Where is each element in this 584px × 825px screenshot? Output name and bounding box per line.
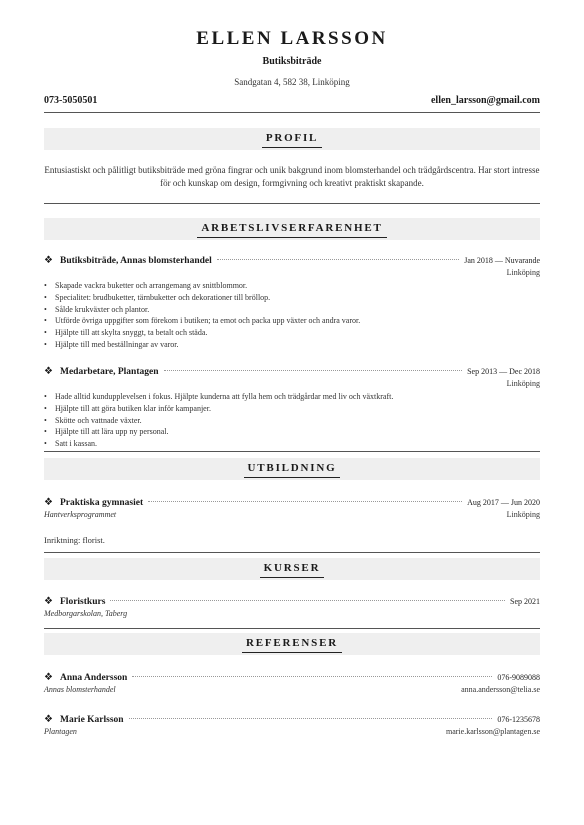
list-item: • Skapade vackra buketter och arrangemang av snittblommor. bbox=[44, 280, 540, 292]
entry-location: Linköping bbox=[506, 268, 540, 277]
list-item: • Hjälpte till att göra butiken klar inför kampanjer. bbox=[44, 403, 540, 415]
entry-location: Linköping bbox=[506, 379, 540, 388]
entry-title: Medarbetare, Plantagen bbox=[60, 367, 159, 377]
bullet-list bbox=[44, 391, 540, 450]
section-title: PROFIL bbox=[262, 129, 322, 148]
list-item: • Specialitet: brudbuketter, tärnbuketter och dekorationer till bröllop. bbox=[44, 292, 540, 304]
entry-organization: Hantverksprogrammet bbox=[44, 510, 117, 519]
diamond-cluster-icon: ❖ bbox=[44, 366, 53, 377]
profile-summary: Entusiastiskt och pålitligt butiksbiträde med gröna fingrar och unik bakgrund inom blomsterhandel och trädgårdscentra. Har stort intresse för och kunskap om design, formgivning och kreativt praktiskt skapande. bbox=[44, 165, 540, 188]
header-divider bbox=[44, 112, 540, 113]
list-item: • Hjälpte till med beställningar av varor. bbox=[44, 339, 540, 351]
list-item: • Sålde krukväxter och plantor. bbox=[44, 304, 540, 316]
diamond-cluster-icon: ❖ bbox=[44, 714, 53, 725]
reference-email[interactable]: marie.karlsson@plantagen.se bbox=[445, 727, 540, 736]
address: Sandgatan 4, 582 38, Linköping bbox=[234, 77, 350, 87]
education-entry bbox=[44, 497, 540, 519]
reference-phone: 076-9089088 bbox=[497, 673, 540, 682]
job-title: Butiksbiträde bbox=[262, 56, 322, 67]
experience-entry bbox=[44, 366, 540, 450]
reference-phone: 076-1235678 bbox=[497, 715, 540, 724]
section-title: ARBETSLIVSERFARENHET bbox=[197, 219, 386, 238]
list-item: • Satt i kassan. bbox=[44, 438, 540, 450]
section-header-experience bbox=[44, 218, 540, 240]
section-divider bbox=[44, 628, 540, 629]
section-header-references bbox=[44, 633, 540, 655]
list-item: • Hjälpte till att skylta snyggt, ta betalt och städa. bbox=[44, 327, 540, 339]
list-item: • Utförde övriga uppgifter som förekom i butiken; ta emot och packa upp växter och andra varor. bbox=[44, 315, 540, 327]
list-item: • Skötte och vattnade växter. bbox=[44, 415, 540, 427]
entry-title: Floristkurs bbox=[60, 597, 106, 607]
dot-leader bbox=[164, 370, 463, 371]
diamond-cluster-icon: ❖ bbox=[44, 497, 53, 508]
reference-organization: Plantagen bbox=[44, 727, 77, 736]
dot-leader bbox=[110, 600, 505, 601]
section-divider bbox=[44, 552, 540, 553]
reference-name: Anna Andersson bbox=[60, 673, 128, 683]
list-item: • Hade alltid kundupplevelsen i fokus. Hjälpte kunderna att fylla hem och trädgårdar med liv och växtkraft. bbox=[44, 391, 540, 403]
section-header-profile bbox=[44, 128, 540, 150]
dot-leader bbox=[217, 259, 459, 260]
dot-leader bbox=[148, 501, 462, 502]
section-title: REFERENSER bbox=[242, 634, 342, 653]
section-title: UTBILDNING bbox=[244, 459, 341, 478]
email[interactable]: ellen_larsson@gmail.com bbox=[430, 95, 540, 106]
bullet-list bbox=[44, 280, 540, 351]
entry-date: Sep 2013 — Dec 2018 bbox=[467, 367, 540, 376]
list-item: • Hjälpte till att lära upp ny personal. bbox=[44, 426, 540, 438]
dot-leader bbox=[132, 676, 492, 677]
entry-date: Jan 2018 — Nuvarande bbox=[464, 256, 540, 265]
entry-title: Butiksbiträde, Annas blomsterhandel bbox=[60, 256, 212, 266]
entry-location: Linköping bbox=[506, 510, 540, 519]
entry-title: Praktiska gymnasiet bbox=[60, 498, 144, 508]
reference-entry bbox=[44, 714, 540, 736]
candidate-name: ELLEN LARSSON bbox=[196, 28, 388, 49]
diamond-cluster-icon: ❖ bbox=[44, 672, 53, 683]
entry-organization: Medborgarskolan, Taberg bbox=[44, 609, 128, 618]
section-divider bbox=[44, 451, 540, 452]
diamond-cluster-icon: ❖ bbox=[44, 255, 53, 266]
diamond-cluster-icon: ❖ bbox=[44, 596, 53, 607]
reference-organization: Annas blomsterhandel bbox=[44, 685, 116, 694]
reference-name: Marie Karlsson bbox=[60, 715, 124, 725]
experience-entry bbox=[44, 255, 540, 351]
dot-leader bbox=[129, 718, 493, 719]
phone: 073-5050501 bbox=[44, 95, 98, 106]
education-note: Inriktning: florist. bbox=[44, 535, 105, 545]
section-header-courses bbox=[44, 558, 540, 580]
course-entry bbox=[44, 596, 540, 618]
section-title: KURSER bbox=[260, 559, 325, 578]
reference-email[interactable]: anna.andersson@telia.se bbox=[461, 685, 540, 694]
reference-entry bbox=[44, 672, 540, 694]
entry-date: Sep 2021 bbox=[510, 597, 540, 606]
entry-date: Aug 2017 — Jun 2020 bbox=[467, 498, 540, 507]
section-divider bbox=[44, 203, 540, 204]
section-header-education bbox=[44, 458, 540, 480]
contact-row bbox=[44, 95, 540, 106]
